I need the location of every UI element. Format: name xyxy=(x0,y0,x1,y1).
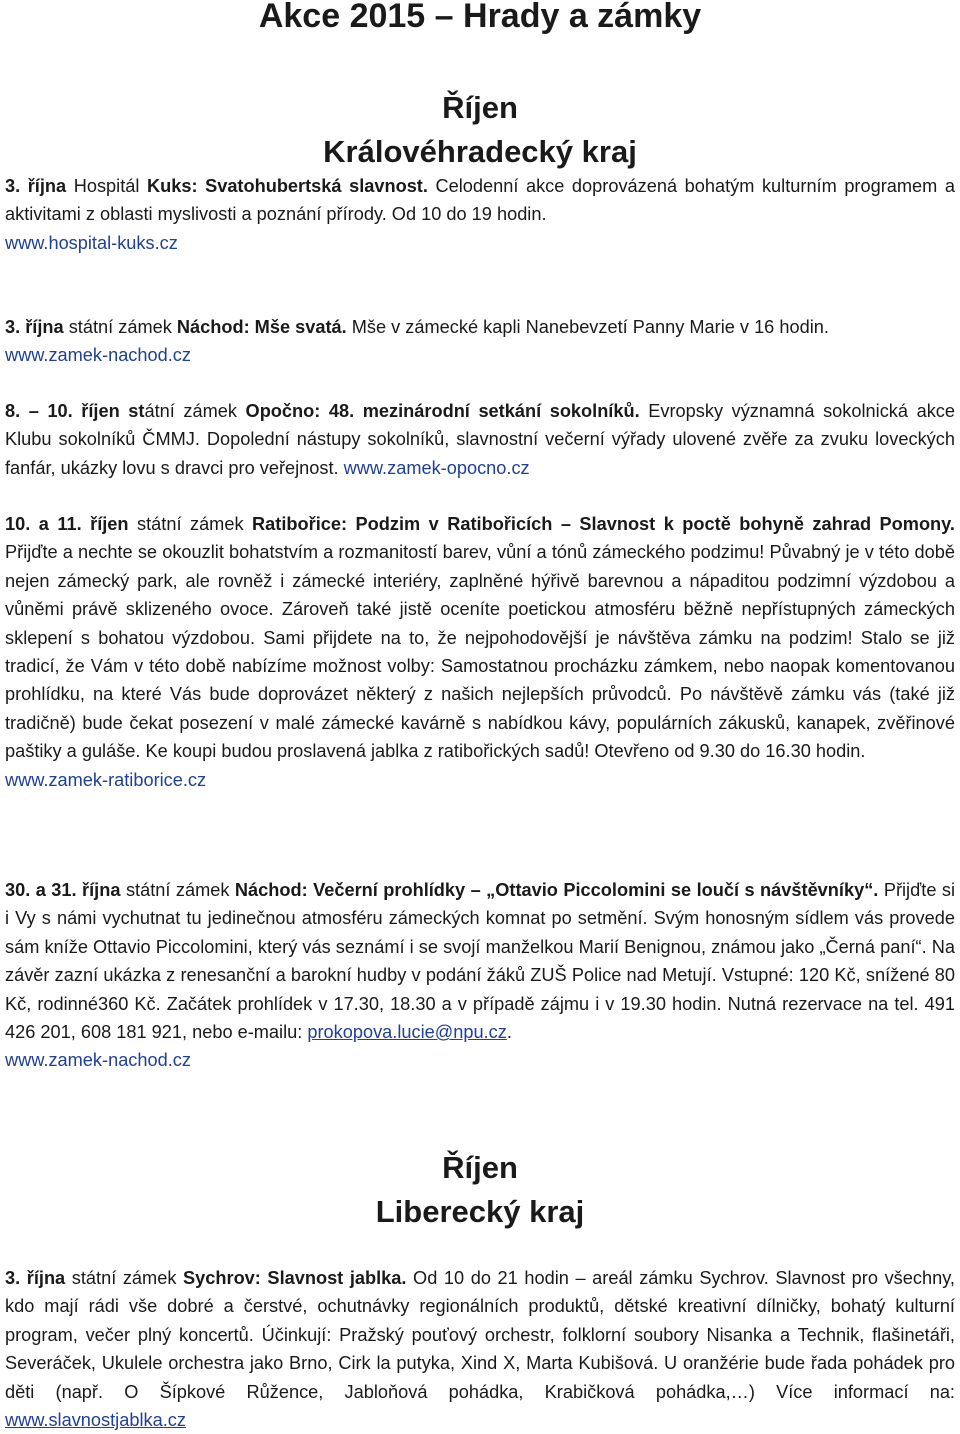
event-venue-title: Ratibořice: Podzim v Ratibořicích – Slavnost k poctě bohyně zahrad Pomony. xyxy=(252,514,955,534)
event-paragraph xyxy=(0,313,960,341)
event-venue-prefix: státní zámek xyxy=(68,317,172,337)
event-description: Přijďte a nechte se okouzlit bohatstvím a rozmanitostí barev, vůní a tónů zámeckého podzimu! Půvabný je v této době nejen zámecký park, ale rovněž i zámecké interiéry, zaplněné hýřivě barevnou a nápaditou podzimní výzdobou a vůněmi právě sklizeného ovoce. Zároveň také jistě oceníte poetickou atmosféru běžně nepřístupných zámeckých sklepení s bohatou výzdobou. Sami přijdete na to, že nejpohodovější je návštěva zámku na podzim! Stalo se již tradicí, že Vám v této době nabízíme možnost volby: Samostatnou procházku zámkem, nebo naopak komentovanou prohlídku, na které Vás bude doprovázet některý z našich nejlepších průvodců. Po návštěvě zámku vás (také již tradičně) bude čekat posezení v malé zámecké kavárně s nabídkou kávy, populárních zákusků, kanapek, zvěřinové paštiky a guláše. Ke koupi budou proslavená jablka z ratibořických sadů! Otevřeno od 9.30 do 16.30 hodin. xyxy=(5,542,955,762)
section-region: Liberecký kraj xyxy=(375,1194,585,1229)
event-paragraph xyxy=(0,876,960,1046)
event-venue-title: Kuks: Svatohubertská slavnost. xyxy=(146,176,428,196)
event-venue-prefix: Hospitál xyxy=(73,176,140,196)
event-venue-prefix: átní zámek xyxy=(144,401,237,421)
event-kuks xyxy=(0,172,960,257)
event-venue-prefix: státní zámek xyxy=(137,514,244,534)
event-venue-title: Opočno: 48. mezinárodní setkání sokolníků. xyxy=(245,401,640,421)
event-venue-prefix: státní zámek xyxy=(125,880,230,900)
event-venue-title: Náchod: Večerní prohlídky – „Ottavio Piccolomini se loučí s návštěvníky“. xyxy=(234,880,879,900)
event-date: 8. – 10. říjen st xyxy=(5,401,145,421)
event-ratiborice xyxy=(0,510,960,794)
event-link-row xyxy=(0,229,960,257)
event-venue-title: Sychrov: Slavnost jablka. xyxy=(183,1268,407,1288)
event-date: 3. října xyxy=(5,1268,66,1288)
section-header-kralovehradecky xyxy=(0,86,960,174)
event-description: Od 10 do 21 hodin – areál zámku Sychrov. Slavnost pro všechny, kdo mají rádi vše dobré a čerstvé, ochutnávky regionálních produktů, dětské kreativní dílničky, bohatý kulturní program, večer plný koncertů. Účinkují: Pražský pouťový orchestr, folklorní soubory Nisanka a Technik, flašinetáři, Severáček, Ukulele orchestra jako Brno, Cirk la putyka, Xind X, Marta Kubišová. U oranžérie bude řada pohádek pro děti (např. O Šípkové Růžence, Jabloňová pohádka, Krabičková pohádka,…) Více informací na: xyxy=(5,1268,955,1402)
section-month: Říjen xyxy=(442,90,518,125)
event-date: 30. a 31. října xyxy=(5,880,121,900)
event-link-row xyxy=(0,766,960,794)
event-paragraph xyxy=(0,172,960,229)
event-description: Celodenní akce doprovázená bohatým kulturním programem a aktivitami z oblasti myslivosti a poznání přírody. Od 10 do 19 hodin. xyxy=(5,176,955,225)
event-link-row xyxy=(0,341,960,369)
event-url-link[interactable]: www.zamek-nachod.cz xyxy=(5,1050,191,1071)
event-date: 10. a 11. říjen xyxy=(5,514,129,534)
event-nachod-piccolomini xyxy=(0,876,960,1075)
section-month: Říjen xyxy=(442,1150,518,1185)
event-description: Evropsky významná sokolnická akce Klubu sokolníků ČMMJ. Dopolední nástupy sokolníků, slavnostní večerní výřady ulovené zvěře za zvuku loveckých fanfár, ukázky lovu s dravci pro veřejnost. xyxy=(5,401,956,478)
event-opocno xyxy=(0,397,960,482)
event-url-link[interactable]: www.zamek-opocno.cz xyxy=(343,457,530,478)
section-header-liberecky xyxy=(0,1146,960,1234)
event-venue-title: Náchod: Mše svatá. xyxy=(176,317,347,337)
event-url-link[interactable]: www.zamek-ratiborice.cz xyxy=(5,769,207,790)
event-description: Mše v zámecké kapli Nanebevzetí Panny Marie v 16 hodin. xyxy=(351,317,829,337)
event-date: 3. října xyxy=(5,176,67,196)
document-title: Akce 2015 – Hrady a zámky xyxy=(258,0,702,35)
event-sychrov xyxy=(0,1264,960,1434)
event-description: Přijďte si i Vy s námi vychutnat tu jedinečnou atmosféru zámeckých komnat po setmění. Svým honosným sídlem vás provede sám kníže Ottavio Piccolomini, který vás seznámí i se svojí manželkou Marií Benignou, známou jako „Černá paní“. Na závěr zazní ukázka z renesanční a barokní hudby v podání žáků ZUŠ Police nad Metují. Vstupné: 120 Kč, snížené 80 Kč, rodinné360 Kč. Začátek prohlídek v 17.30, 18.30 a v případě zájmu i v 19.30 hodin. Nutná rezervace na tel. 491 426 201, 608 181 921, nebo e-mailu: xyxy=(5,880,956,1043)
event-email-link[interactable]: prokopova.lucie@npu.cz xyxy=(307,1022,507,1043)
event-paragraph xyxy=(0,397,960,482)
event-url-link[interactable]: www.slavnostjablka.cz xyxy=(5,1410,186,1431)
event-date: 3. října xyxy=(5,317,64,337)
event-email-suffix: . xyxy=(506,1022,512,1043)
event-venue-prefix: státní zámek xyxy=(71,1268,177,1288)
event-link-row xyxy=(0,1046,960,1074)
event-url-link[interactable]: www.zamek-nachod.cz xyxy=(5,345,191,366)
section-region: Královéhradecký kraj xyxy=(323,134,637,169)
event-paragraph xyxy=(0,510,960,766)
event-nachod-mse xyxy=(0,313,960,370)
event-paragraph xyxy=(0,1264,960,1434)
event-url-link[interactable]: www.hospital-kuks.cz xyxy=(5,232,178,253)
